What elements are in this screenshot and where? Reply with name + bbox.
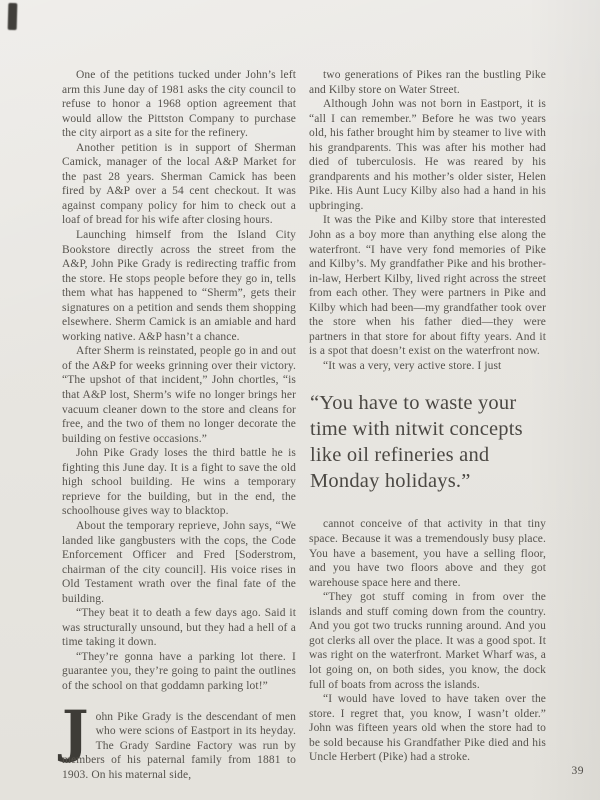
pull-quote: “You have to waste your time with nitwit concepts like oil refineries and Monday holidays.” (310, 392, 523, 493)
dropcap-paragraph-text: ohn Pike Grady is the descendant of men who were scions of Eastport in its heyday. The Grady Sardine Factory was run by members of his paternal family from 1881 to 1903. On his maternal side, (62, 710, 296, 781)
body-paragraph: “They beat it to death a few days ago. Said it was structurally unsound, but they had a hell of a time taking it down. (62, 607, 296, 649)
body-paragraph: “It was a very, very active store. I just (323, 359, 502, 372)
body-paragraph: “I would have loved to have taken over the store. I regret that, you know, I wasn’t older.” John was fifteen years old when the store had to be sold because his Grandfather Pike died and his Uncle Herbert (Pike) had a stroke. (309, 693, 546, 764)
dropcap-initial: J (62, 698, 89, 765)
body-paragraph: Although John was not born in Eastport, it is “all I can remember.” Before he was two years old, his father brought him by steamer to live with his grandparents. This was after his mother had died of tuberculosis. He was reared by his grandparents and his mother’s older sister, Helen Pike. His Aunt Lucy Kilby also had a hand in his upbringing. (309, 98, 546, 212)
body-paragraph: John Pike Grady loses the third battle he is fighting this June day. It is a fight to save the old high school building. He wins a temporary reprieve for the building, but in the end, the schoolhouse gives way to blacktop. (62, 447, 296, 518)
body-paragraph: cannot conceive of that activity in that tiny space. Because it was a tremendously busy place. You have a basement, you have a selling floor, and you have two floors above and they got warehouse space here and there. (309, 518, 546, 589)
right-column-paragraphs-bottom (309, 517, 546, 764)
right-column-paragraphs-top (309, 68, 546, 373)
left-column-paragraphs (62, 68, 296, 694)
page-number: 39 (571, 765, 584, 777)
dropcap-paragraph (62, 698, 296, 783)
body-paragraph: About the temporary reprieve, John says, “We landed like gangbusters with the cops, the Code Enforcement Officer and Fred [Soderstrom, chairman of the city council]. His voice rises in Old Testament wrath over the final fate of the building. (62, 519, 296, 605)
body-paragraph: “They got stuff coming in from over the islands and stuff coming down from the country. And you got two trucks running around. And you got clerks all over the place. It was a good spot. It was right on the waterfront. Market Wharf was, a lot going on, on both sides, you know, the dock full of boats from across the islands. (309, 591, 546, 691)
body-paragraph: Launching himself from the Island City Bookstore directly across the street from the A&P, John Pike Grady is redirecting traffic from the store. He stops people before they go in, tells them what has happened to “Sherm”, gets their signatures on a petition and sends them shopping elsewhere. Sherm Camick is an amiable and hard working native. A&P hasn’t a chance. (62, 229, 296, 343)
body-paragraph: “They’re gonna have a parking lot there. I guarantee you, they’re going to paint the outlines of the school on that goddamn parking lot!” (62, 650, 296, 692)
body-paragraph: It was the Pike and Kilby store that interested John as a boy more than anything else along the waterfront. “I have very fond memories of Pike and Kilby’s. My grandfather Pike and his brother-in-law, Herbert Kilby, lived right across the street from each other. They were partners in Pike and Kilby which had been—my grandfather took over the store when his father died—they were partners in that store for about fifty years. And it is a spot that doesn’t exist on the waterfront now. (309, 214, 546, 358)
left-column (62, 68, 296, 782)
right-column (309, 68, 546, 765)
body-paragraph: two generations of Pikes ran the bustling Pike and Kilby store on Water Street. (309, 69, 546, 96)
body-paragraph: Another petition is in support of Sherman Camick, manager of the local A&P Market for the past 28 years. Sherman Camick has been fired by A&P over a 54 cent checkout. It was against company policy for him to check out a loaf of bread for his wife after closing hours. (62, 141, 296, 227)
body-paragraph: One of the petitions tucked under John’s left arm this June day of 1981 asks the city council to refuse to honor a 1968 option agreement that would allow the Pittston Company to purchase the city airport as a site for the refinery. (62, 69, 296, 140)
body-paragraph: After Sherm is reinstated, people go in and out of the A&P for weeks grinning over their victory. “The upshot of that incident,” John chortles, “is that A&P lost, Sherm’s wife no longer brings her vacuum cleaner down to the store and cleans for free, and the two of them no longer decorate the building on festive occasions.” (62, 345, 296, 445)
scan-artifact-mark (8, 3, 18, 30)
